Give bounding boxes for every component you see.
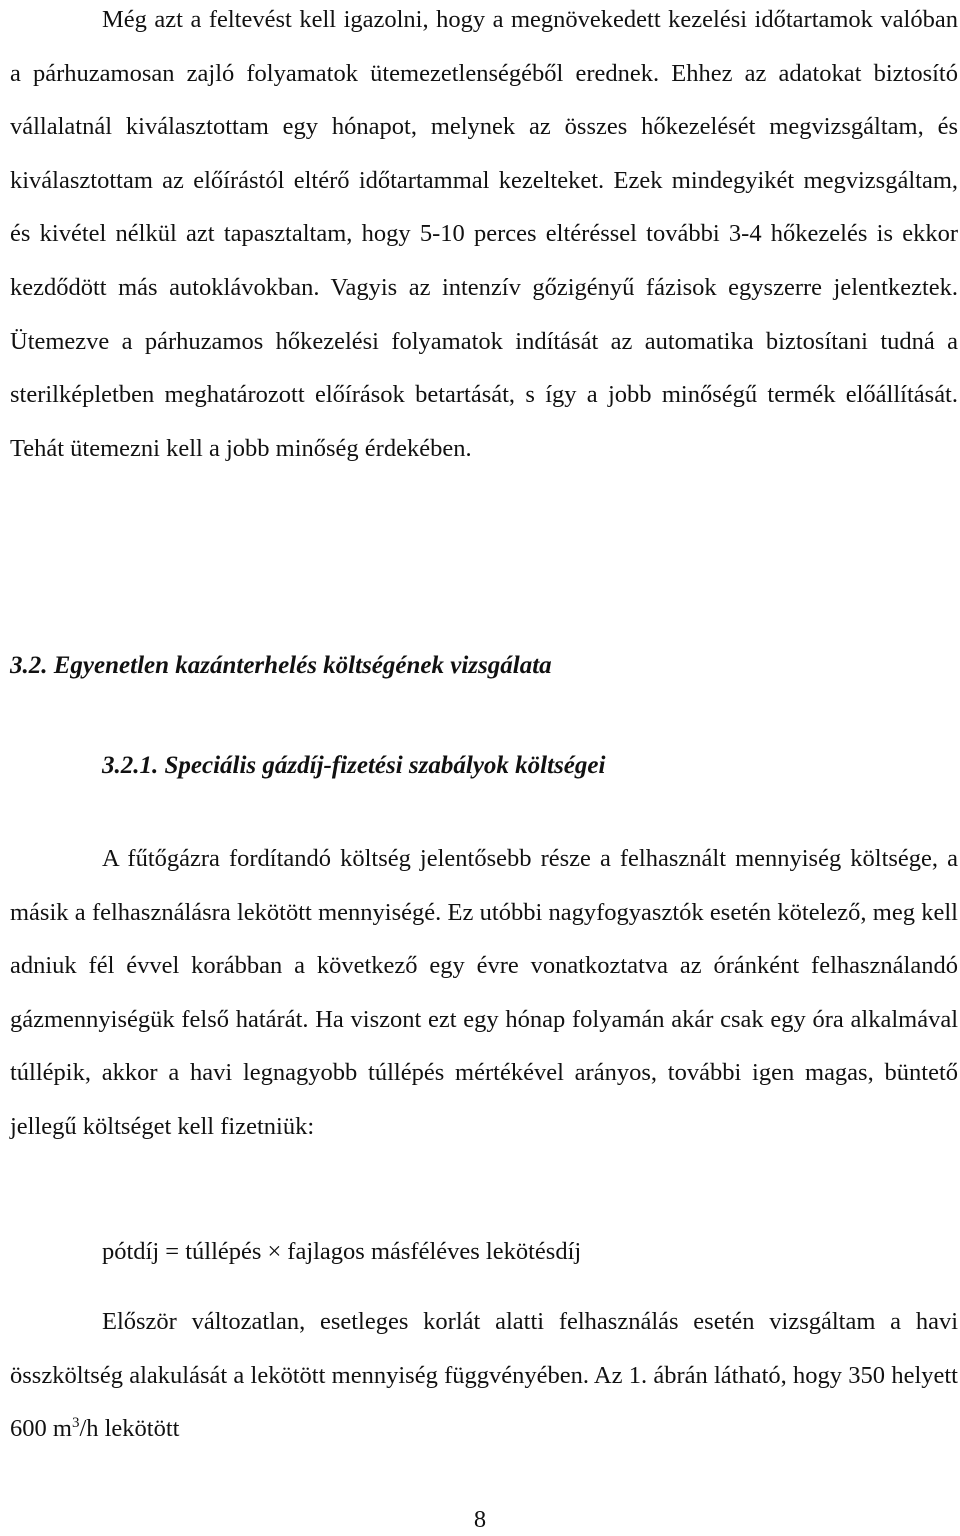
section-heading-3-2: 3.2. Egyenetlen kazánterhelés költségének vizsgálata: [10, 652, 552, 679]
surcharge-formula: [102, 1232, 581, 1272]
document-page: [10, 0, 958, 475]
subsection-heading-3-2-1: 3.2.1. Speciális gázdíj-fizetési szabályok költségei: [102, 752, 606, 779]
formula-left: pótdíj = túllépés: [102, 1238, 262, 1265]
body-block-3: [10, 1295, 958, 1456]
formula-right: fajlagos másféléves lekötésdíj: [287, 1238, 582, 1265]
body-paragraph-3: [10, 1295, 958, 1456]
body-paragraph-2: A fűtőgázra fordítandó költség jelentősebb része a felhasznált mennyiség költsége, a másik a felhasználásra lekötött mennyiségé. Ez utóbbi nagyfogyasztók esetén kötelező, meg kell adniuk fél évvel korábban a következő egy évre vonatkoztatva az óránként felhasználandó gázmennyiségük felső határát. Ha viszont ezt egy hónap folyamán akár csak egy óra alkalmával túllépik, akkor a havi legnagyobb túllépés mértékével arányos, további igen magas, büntető jellegű költséget kell fizetniük:: [10, 845, 958, 1140]
body-paragraph-1: Még azt a feltevést kell igazolni, hogy a megnövekedett kezelési időtartamok valóban a párhuzamosan zajló folyamatok ütemezetlenségéből erednek. Ehhez az adatokat biztosító vállalatnál kiválasztottam egy hónapot, melynek az összes hőkezelését megvizsgáltam, és kiválasztottam az előírástól eltérő időtartammal kezelteket. Ezek mindegyikét megvizsgáltam, és kivétel nélkül azt tapasztaltam, hogy 5-10 perces eltéréssel további 3-4 hőkezelés is ekkor kezdődött más autoklávokban. Vagyis az intenzív gőzigényű fázisok egyszerre jelentkeztek. Ütemezve a párhuzamos hőkezelési folyamatok indítását az automatika biztosítani tudná a sterilképletben meghatározott előírások betartását, s így a jobb minőségű termék előállítását. Tehát ütemezni kell a jobb minőség érdekében.: [10, 6, 958, 462]
body-block-2: [10, 832, 958, 1154]
multiplication-sign: ×: [267, 1238, 282, 1265]
paragraph-3-tail: /h lekötött: [79, 1415, 180, 1443]
cubic-superscript: 3: [71, 1415, 80, 1432]
paragraph-3-text: Először változatlan, esetleges korlát alatti felhasználás esetén vizsgáltam a havi összköltség alakulását a lekötött mennyiség függvényében. Az 1. ábrán látható, hogy 350 helyett 600 m: [10, 1308, 958, 1443]
page-number: 8: [473, 1506, 487, 1533]
